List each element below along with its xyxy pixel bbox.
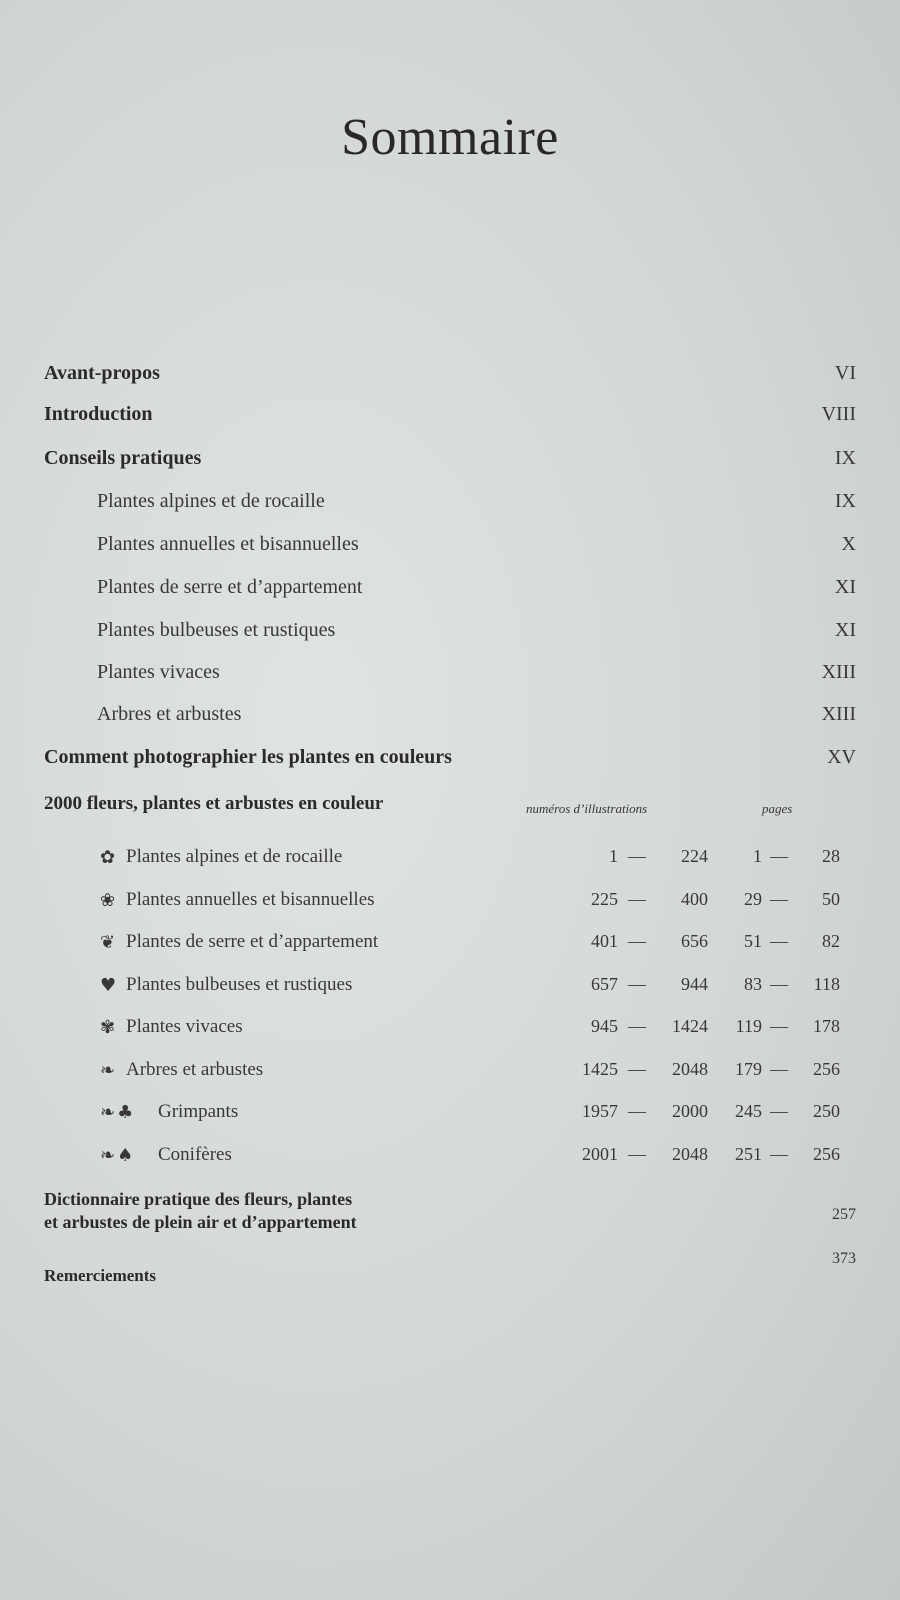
toc-entry-label: Introduction	[44, 403, 153, 425]
range-dash: —	[770, 931, 788, 951]
range-dash: —	[628, 1058, 646, 1079]
category-label: Grimpants	[158, 1101, 239, 1122]
toc-subentry-label: Plantes alpines et de rocaille	[97, 490, 325, 512]
illustration-to: 400	[681, 888, 708, 909]
page-to: 82	[822, 931, 840, 951]
plant-category-row[interactable]	[0, 974, 900, 1004]
toc-subentry-page: XI	[834, 576, 856, 598]
bulb-flower-icon: ♥	[100, 974, 117, 996]
category-label: Plantes annuelles et bisannuelles	[126, 888, 375, 910]
range-dash: —	[628, 846, 646, 866]
toc-entry-label: Comment photographier les plantes en couleurs	[44, 746, 452, 768]
illustration-from: 2001	[582, 1143, 618, 1164]
plant-category-row[interactable]	[0, 1016, 900, 1046]
category-label: Plantes alpines et de rocaille	[126, 846, 343, 867]
illustration-to: 2048	[672, 1058, 708, 1079]
perennial-flower-icon: ✾	[100, 1017, 116, 1038]
plant-category-row[interactable]	[0, 889, 900, 919]
toc-subentry[interactable]	[0, 576, 900, 606]
category-icons	[100, 847, 117, 868]
toc-subentry-label: Plantes vivaces	[97, 661, 220, 683]
climbing-plant-icon: ♣	[117, 1102, 134, 1123]
toc-entry-label	[44, 1188, 357, 1234]
illustration-from: 401	[591, 931, 618, 951]
column-header-pages: pages	[762, 801, 793, 816]
toc-subentry-page: XIII	[821, 703, 856, 725]
category-icons	[100, 1017, 117, 1038]
toc-subentry-label: Plantes bulbeuses et rustiques	[97, 619, 336, 641]
toc-entry-label: Remerciements	[44, 1266, 157, 1285]
toc-entry-page: VI	[834, 362, 856, 384]
page-from: 29	[744, 888, 762, 909]
conifer-icon: ♠	[117, 1144, 134, 1166]
range-dash: —	[770, 1101, 788, 1121]
toc-subentry[interactable]	[0, 703, 900, 733]
toc-entry-introduction[interactable]	[0, 403, 900, 433]
section-label: 2000 fleurs, plantes et arbustes en couleur	[44, 793, 384, 814]
toc-subentry[interactable]	[0, 533, 900, 563]
range-dash: —	[770, 888, 788, 909]
illustration-to: 944	[681, 973, 708, 994]
toc-entry-page: VIII	[821, 403, 856, 425]
toc-entry-conseils-pratiques[interactable]	[0, 447, 900, 477]
toc-entry-dictionnaire[interactable]	[0, 1188, 900, 1238]
toc-subentry-label: Arbres et arbustes	[97, 703, 242, 725]
range-dash: —	[770, 846, 788, 866]
illustration-from: 657	[591, 973, 618, 994]
range-dash: —	[628, 888, 646, 909]
tree-icon: ❧	[100, 1059, 116, 1081]
page-from: 1	[753, 846, 762, 866]
range-dash: —	[628, 1101, 646, 1121]
potted-plant-icon: ❦	[100, 932, 116, 953]
plant-category-row[interactable]	[0, 1059, 900, 1089]
annual-flower-icon: ❀	[100, 889, 116, 911]
page-to: 250	[813, 1101, 840, 1121]
category-icons	[100, 1102, 135, 1123]
toc-entry-page: IX	[834, 447, 856, 469]
tree-icon: ❧	[100, 1144, 116, 1166]
toc-subentry-page: X	[841, 533, 856, 555]
page-to: 118	[813, 973, 840, 994]
page-to: 256	[813, 1058, 840, 1079]
category-label: Plantes vivaces	[126, 1016, 243, 1037]
range-dash: —	[770, 1058, 788, 1079]
column-header-illustrations: numéros d’illustrations	[526, 801, 648, 816]
category-icons	[100, 1060, 117, 1081]
illustration-from: 945	[591, 1016, 618, 1036]
toc-entry-label: Conseils pratiques	[44, 447, 202, 469]
page-from: 83	[744, 973, 762, 994]
category-label: Arbres et arbustes	[126, 1058, 264, 1080]
range-dash: —	[628, 931, 646, 951]
page-from: 251	[735, 1143, 762, 1164]
illustration-from: 1957	[582, 1101, 618, 1121]
category-label: Plantes de serre et d’appartement	[126, 931, 379, 952]
illustration-from: 1425	[582, 1058, 618, 1079]
toc-subentry-label: Plantes de serre et d’appartement	[97, 576, 363, 598]
range-dash: —	[628, 973, 646, 994]
illustration-from: 1	[609, 846, 618, 866]
toc-subentry-page: IX	[834, 490, 856, 512]
category-label: Plantes bulbeuses et rustiques	[126, 973, 353, 995]
toc-subentry[interactable]	[0, 661, 900, 691]
toc-subentry-label: Plantes annuelles et bisannuelles	[97, 533, 359, 555]
category-icons	[100, 890, 117, 911]
alpine-flower-icon: ✿	[100, 847, 116, 868]
range-dash: —	[628, 1143, 646, 1164]
toc-entry-remerciements[interactable]	[0, 1250, 900, 1296]
plant-category-row[interactable]	[0, 1144, 900, 1174]
toc-entry-label: Avant-propos	[44, 362, 160, 384]
page-title: Sommaire	[341, 109, 559, 166]
illustration-to: 656	[681, 931, 708, 951]
category-label: Conifères	[158, 1143, 232, 1165]
page-to: 256	[813, 1143, 840, 1164]
page-to: 50	[822, 888, 840, 909]
toc-entry-page: 373	[832, 1250, 856, 1267]
category-icons	[100, 975, 118, 996]
illustration-to: 2000	[672, 1101, 708, 1121]
plant-category-row[interactable]	[0, 1101, 900, 1131]
page-to: 28	[822, 846, 840, 866]
page-from: 179	[735, 1058, 762, 1079]
toc-subentry[interactable]	[0, 619, 900, 649]
illustration-to: 1424	[672, 1016, 708, 1036]
toc-entry-label-line2: et arbustes de plein air et d’appartement	[44, 1212, 357, 1232]
toc-subentry-page: XIII	[821, 661, 856, 683]
illustration-to: 2048	[672, 1143, 708, 1164]
range-dash: —	[628, 1016, 646, 1036]
range-dash: —	[770, 1143, 788, 1164]
toc-entry-label-line1: Dictionnaire pratique des fleurs, plantes	[44, 1189, 353, 1209]
page-to: 178	[813, 1016, 840, 1036]
range-dash: —	[770, 1016, 788, 1036]
toc-entry-avant-propos[interactable]	[0, 362, 900, 392]
tree-icon: ❧	[100, 1102, 116, 1123]
plant-category-row[interactable]	[0, 931, 900, 961]
toc-entry-page: XV	[827, 746, 856, 768]
page-from: 51	[744, 931, 762, 951]
range-dash: —	[770, 973, 788, 994]
plant-category-row[interactable]	[0, 846, 900, 876]
toc-entry-page: 257	[832, 1206, 856, 1223]
category-icons	[100, 932, 117, 953]
page-from: 119	[735, 1016, 762, 1036]
page-from: 245	[735, 1101, 762, 1121]
illustration-to: 224	[681, 846, 708, 866]
illustration-from: 225	[591, 888, 618, 909]
toc-entry-photographier[interactable]	[0, 746, 900, 776]
toc-subentry-page: XI	[834, 619, 856, 641]
category-icons	[100, 1145, 135, 1166]
toc-subentry[interactable]	[0, 490, 900, 520]
